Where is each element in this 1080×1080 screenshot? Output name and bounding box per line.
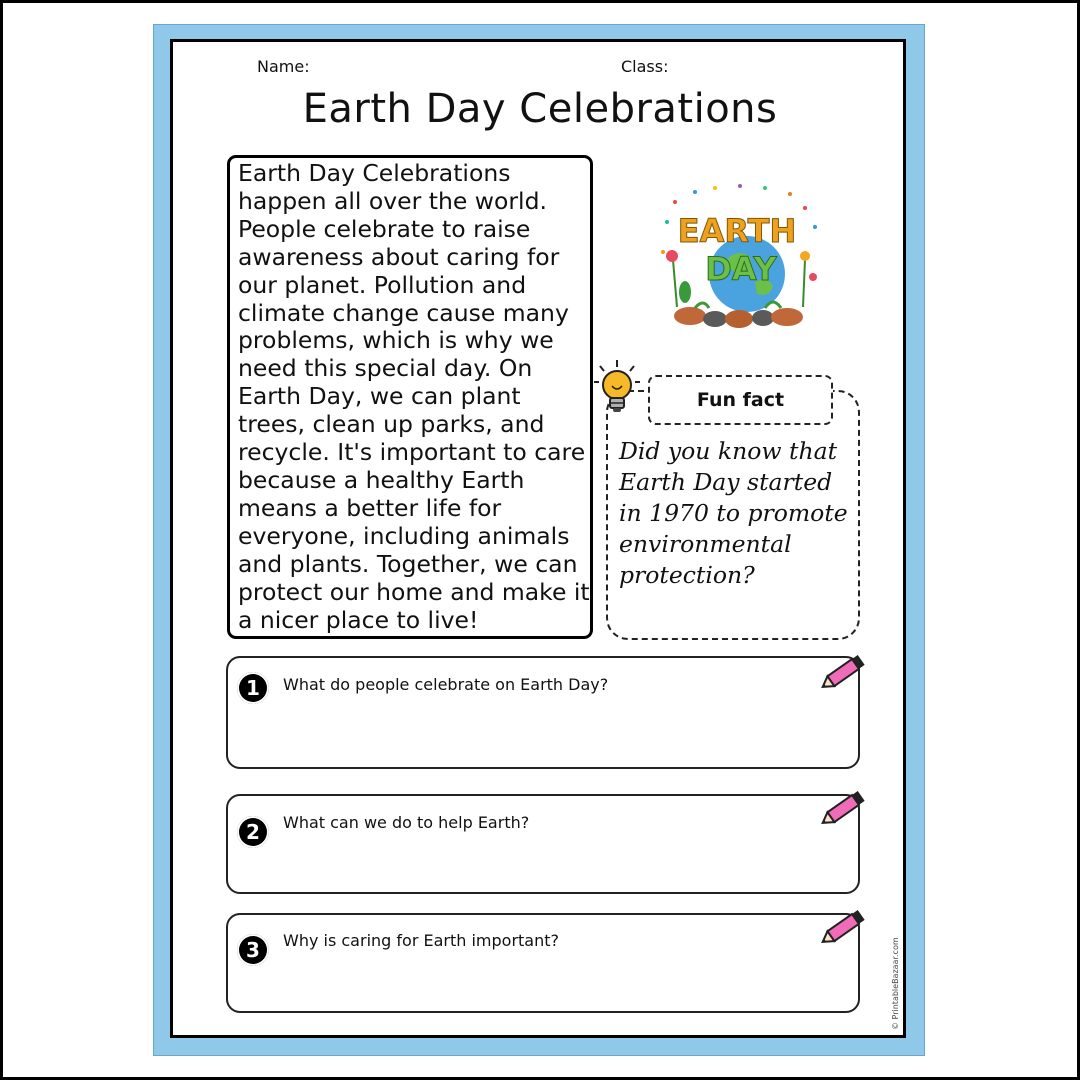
pencil-icon — [818, 905, 870, 949]
reading-passage: Earth Day Celebrations happen all over the world. People celebrate to raise awareness about caring for our planet. Pollution and climate change cause many problems, which is why we need this special day. On Earth Day, we can plant trees, clean up parks, and recycle. It's important to care because a healthy Earth means a better life for everyone, including animals and plants. Together, we can protect our home and make it a nicer place to live! — [238, 159, 590, 634]
name-label: Name: — [257, 57, 310, 76]
question-text-3: Why is caring for Earth important? — [283, 931, 560, 950]
question-text-1: What do people celebrate on Earth Day? — [283, 675, 609, 694]
question-text-2: What can we do to help Earth? — [283, 813, 530, 832]
answer-box-2[interactable] — [226, 794, 860, 894]
class-label: Class: — [621, 57, 669, 76]
lightbulb-icon — [592, 358, 642, 418]
page-title: Earth Day Celebrations — [302, 86, 778, 132]
pencil-icon — [818, 650, 870, 694]
answer-box-1[interactable] — [226, 656, 860, 769]
logo-word-earth: EARTH — [677, 212, 797, 250]
fun-fact-text: Did you know that Earth Day started in 1970 to promote environmental protection? — [619, 437, 848, 589]
answer-box-3[interactable] — [226, 913, 860, 1013]
question-number-3: 3 — [237, 934, 269, 966]
copyright-watermark: © PrintableBazaar.com — [891, 937, 900, 1030]
question-number-1: 1 — [237, 672, 269, 704]
question-number-2: 2 — [237, 816, 269, 848]
logo-word-day: DAY — [705, 250, 777, 288]
earth-day-logo-icon — [655, 182, 825, 332]
fun-fact-heading: Fun fact — [648, 375, 833, 425]
pencil-icon — [818, 786, 870, 830]
